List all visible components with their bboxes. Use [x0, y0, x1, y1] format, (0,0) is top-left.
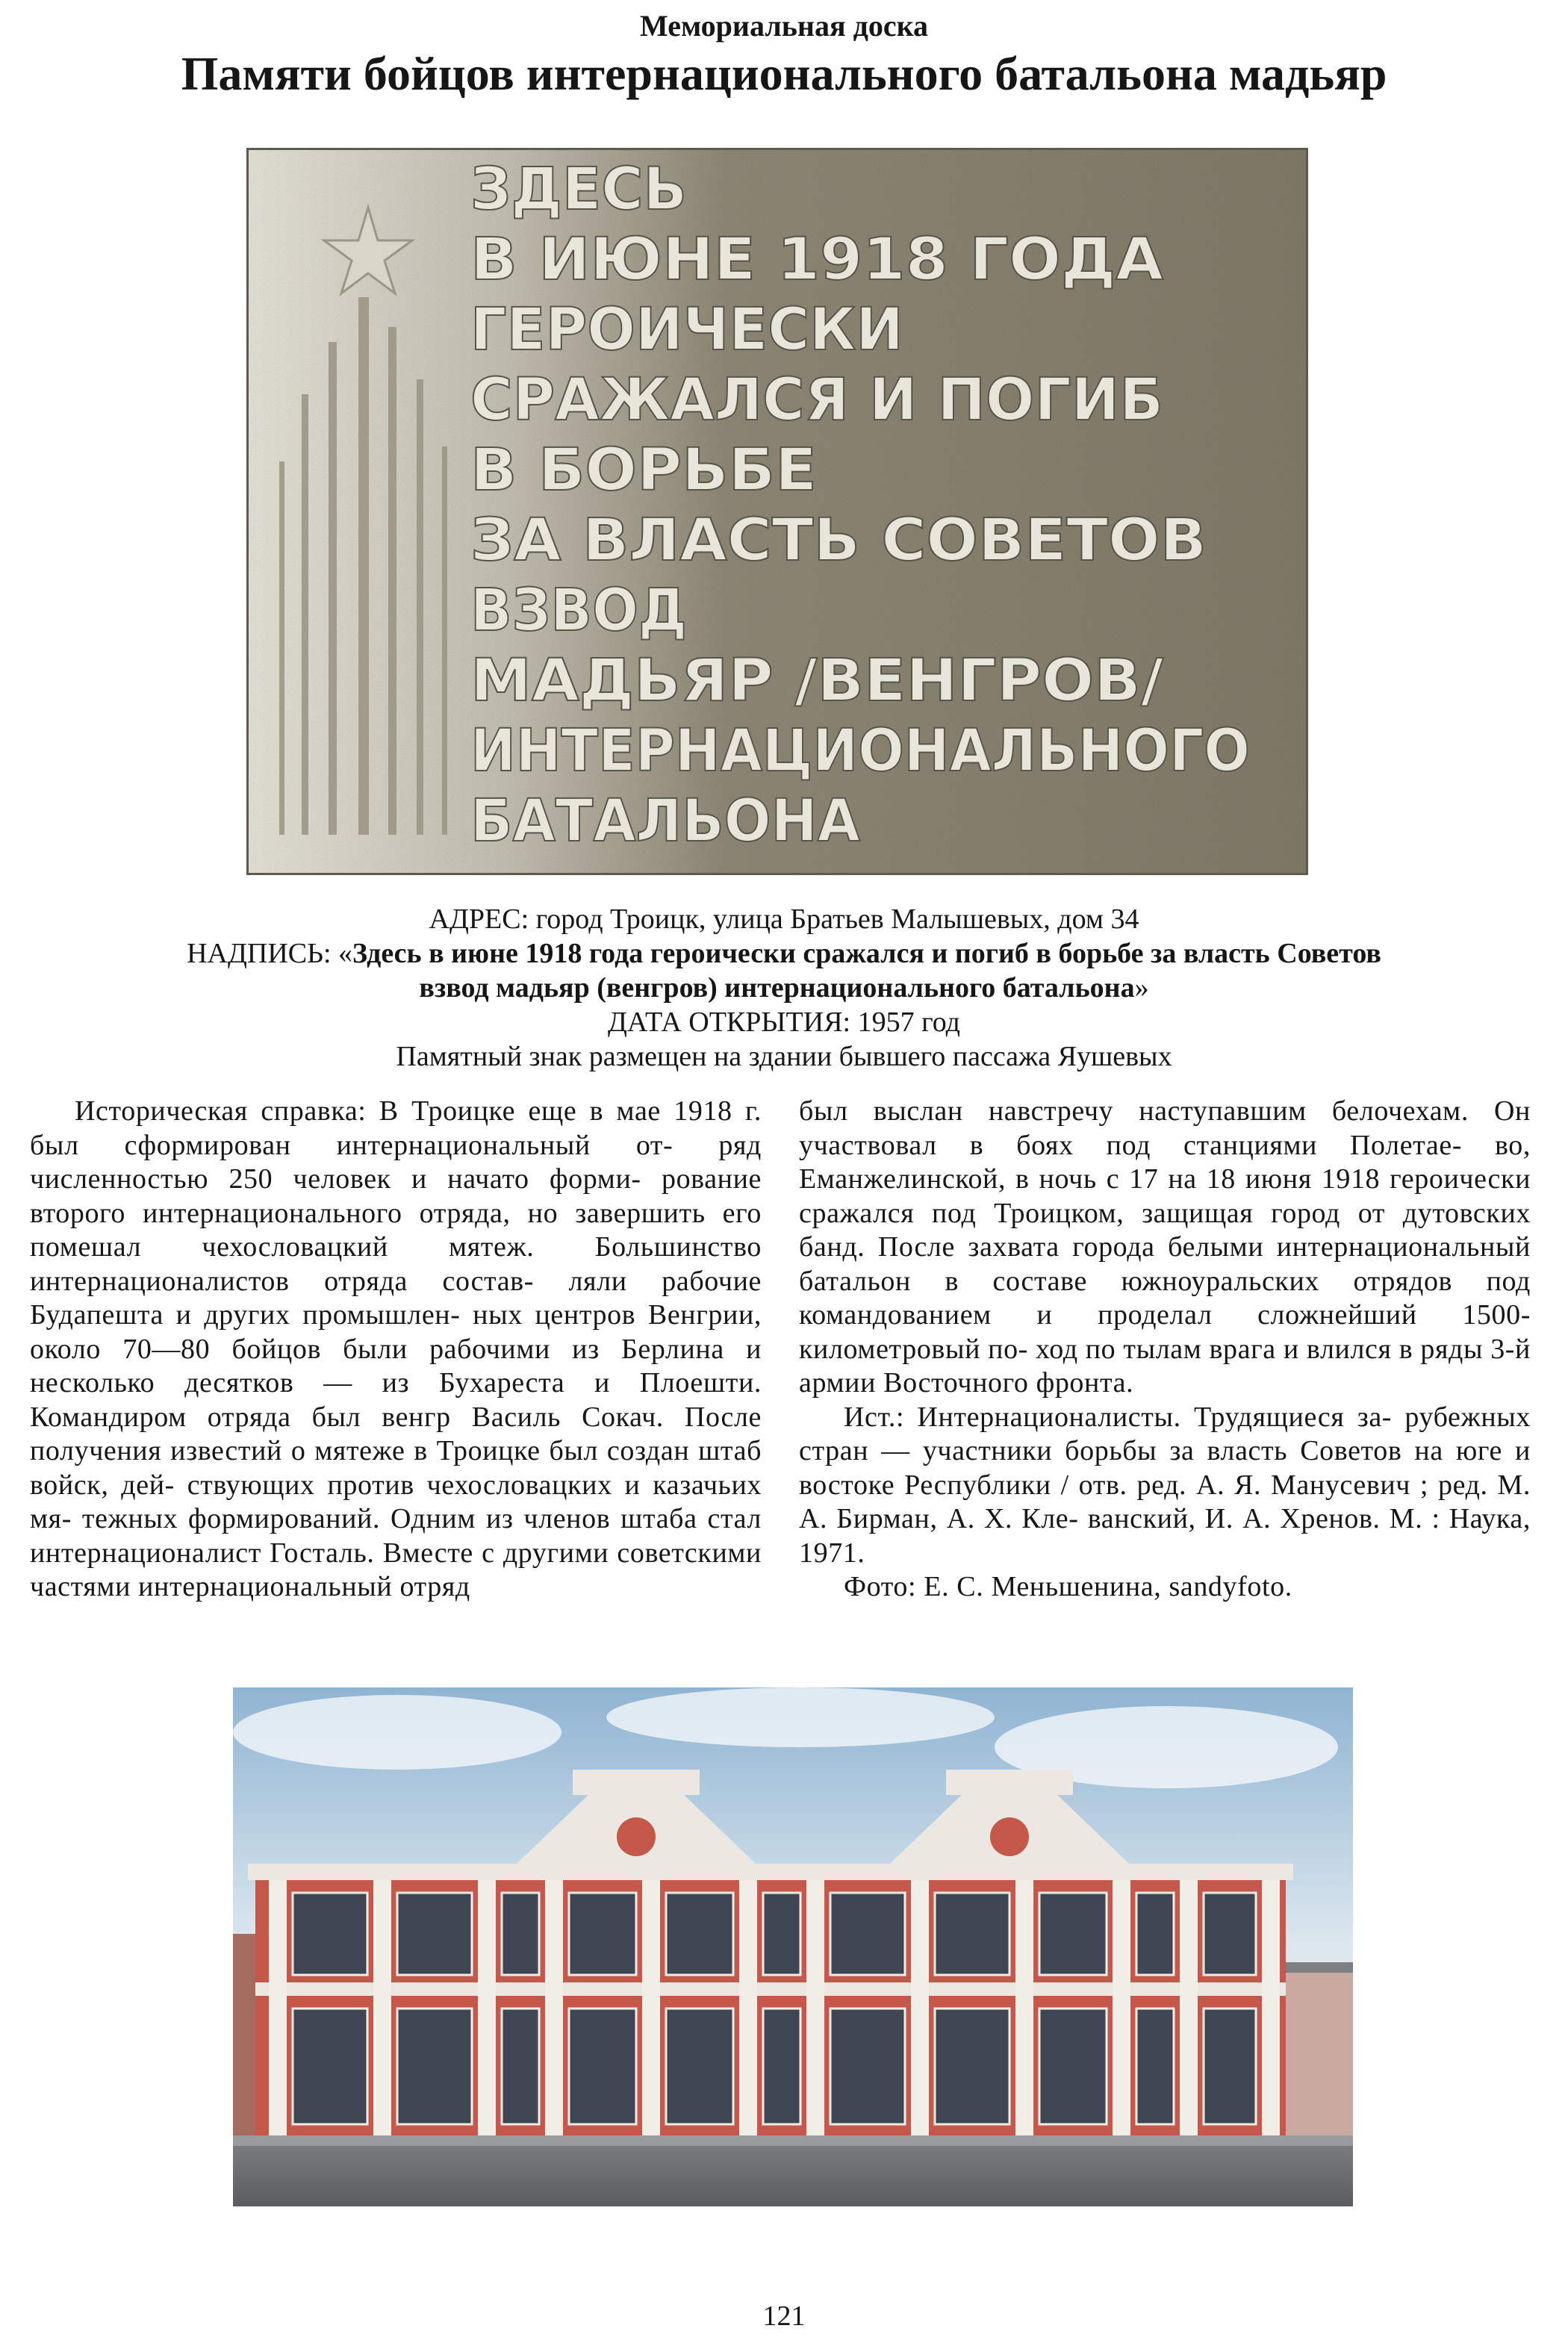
source-line: А. Я. Манусевич ; ред. М. А. Бирман, А. Х. Кле-	[799, 1469, 1531, 1534]
right-column-line: проделал сложнейший 1500-километровый по-	[799, 1299, 1531, 1365]
location-note: Памятный знак размещен на здании бывшего пассажа Яушевых	[396, 1041, 1172, 1072]
right-column-line: был выслан навстречу наступавшим белочехам.	[799, 1095, 1469, 1127]
facade-window	[1039, 1893, 1107, 1975]
facade-column	[478, 1880, 496, 2138]
left-column-line: Бухареста и Плоешти. Командиром отряда был	[30, 1367, 762, 1433]
facade-window	[569, 1893, 636, 1975]
left-column-line: 1918 г. был сформирован интернациональный от-	[30, 1095, 762, 1161]
facade-column	[1015, 1880, 1033, 2138]
facade-window	[935, 1893, 1009, 1975]
left-column-line: завершить его помешал чехословацкий мятеж.	[30, 1197, 762, 1263]
left-column-line: тежных формирований. Одним из членов штаба	[81, 1503, 697, 1534]
plaque-inscription-line: БАТАЛЬОНА	[470, 788, 860, 855]
facade-column	[806, 1880, 824, 2138]
plaque-inscription-line: В БОРЬБЕ	[470, 437, 817, 504]
left-column-line: Историческая справка: В Троицке еще в мае	[75, 1095, 661, 1127]
facade-column	[642, 1880, 660, 2138]
plaque-inscription-line: ЗА ВЛАСТЬ СОВЕТОВ	[470, 507, 1207, 574]
opening-date: 1957 год	[857, 1007, 960, 1038]
right-column-line: ход по тылам врага и влился в ряды 3-й армии	[799, 1333, 1531, 1399]
address-value: город Троицк, улица Братьев Малышевых, дом 34	[535, 903, 1139, 935]
opening-line	[45, 1005, 1523, 1039]
inscription-close: »	[1134, 972, 1149, 1004]
facade-window	[666, 1893, 733, 1975]
plaque-inscription-line: ВЗВОД	[470, 577, 687, 644]
opening-label: ДАТА ОТКРЫТИЯ:	[607, 1007, 851, 1038]
left-column-line: о мятеже в Троицке был создан штаб войск, дей-	[30, 1435, 762, 1501]
facade-window	[502, 1893, 539, 1975]
facade-window	[293, 2009, 367, 2124]
inscription-line	[45, 936, 1523, 971]
inscription-label: НАДПИСЬ: «	[187, 938, 353, 969]
page-number: 121	[762, 2300, 806, 2332]
address-line	[45, 902, 1523, 936]
source-line: ванский, И. А. Хренов. М. : Наука, 1971.	[799, 1503, 1531, 1569]
plaque-inscription-line: ЗДЕСЬ	[470, 156, 687, 223]
building-photo	[233, 1687, 1353, 2206]
body-column-left	[30, 1095, 762, 1605]
right-column-line: южноуральских отрядов под командованием и	[799, 1265, 1531, 1331]
left-column-line: рабочими из Берлина и несколько десятков — из	[30, 1333, 762, 1399]
facade-window	[830, 2009, 905, 2124]
right-column-line: белыми интернациональный батальон в составе	[799, 1231, 1531, 1297]
facade-column	[545, 1880, 563, 2138]
facade-window	[1204, 1893, 1256, 1975]
facade-window	[935, 2009, 1009, 2124]
left-column-line: рование второго интернационального отряда, но	[30, 1163, 762, 1229]
source-line: Ист.: Интернационалисты. Трудящиеся за-	[844, 1401, 1393, 1433]
facade-window	[569, 2009, 636, 2124]
plaque-photo	[246, 148, 1308, 875]
facade-column	[1180, 1880, 1198, 2138]
facade-window	[763, 2009, 800, 2124]
plaque-inscription-line: МАДЬЯР /ВЕНГРОВ/	[470, 647, 1164, 715]
facade-window	[830, 1893, 905, 1975]
history-paragraph	[30, 1095, 762, 1605]
inscription-line-2	[45, 971, 1523, 1005]
left-column-line: Большинство интернационалистов отряда состав-	[30, 1231, 762, 1297]
source-paragraph	[799, 1401, 1531, 1571]
address-label: АДРЕС:	[429, 903, 529, 935]
left-column-line: ствующих против чехословацких и казачьих мя-	[30, 1469, 762, 1534]
facade-column	[269, 1880, 287, 2138]
facade-window	[666, 2009, 733, 2124]
body-column-right	[799, 1095, 1531, 1605]
right-column-line: город от дутовских банд. После захвата города	[799, 1197, 1531, 1263]
road	[233, 2146, 1353, 2206]
source-line: Советов на юге и востоке Республики / отв. ред.	[799, 1435, 1531, 1501]
left-column-line: венгр Василь Сокач. После получения известий	[30, 1401, 762, 1466]
facade-column	[739, 1880, 757, 2138]
inscription-text-1: Здесь в июне 1918 года героически сражался и погиб в борьбе за власть Советов	[352, 938, 1381, 969]
source-line: рубежных стран — участники борьбы за власть	[799, 1401, 1531, 1466]
facade-window	[1136, 1893, 1174, 1975]
facade-window	[397, 2009, 472, 2124]
left-column-line: ных центров Венгрии, около 70—80 бойцов были	[30, 1299, 762, 1365]
plaque-caption	[45, 902, 1523, 1074]
history-paragraph-continued	[799, 1095, 1531, 1401]
plaque-inscription-line: ГЕРОИЧЕСКИ	[470, 296, 903, 364]
section-kicker: Мемориальная доска	[639, 9, 929, 43]
facade-window	[397, 1893, 472, 1975]
photo-credit: Фото: Е. С. Меньшенина, sandyfoto.	[844, 1571, 1292, 1602]
inscription-text-2: взвод мадьяр (венгров) интернационального батальона	[419, 972, 1135, 1004]
right-column-line: во, Еманжелинской, в ночь с 17 на 18 июня 1918	[799, 1129, 1531, 1195]
left-column-line: ряд численностью 250 человек и начато форми-	[30, 1129, 762, 1195]
left-column-line: советскими частями интернациональный отряд	[30, 1537, 762, 1602]
left-column-line: стал интернационалист Госталь. Вместе с другими	[30, 1503, 762, 1569]
facade-window	[763, 1893, 800, 1975]
facade-window	[1204, 2009, 1256, 2124]
facade-window	[1039, 2009, 1107, 2124]
plaque-inscription-line: ИНТЕРНАЦИОНАЛЬНОГО	[470, 718, 1250, 785]
facade-window	[293, 1893, 367, 1975]
facade-column	[373, 1880, 391, 2138]
facade-window	[502, 2009, 539, 2124]
facade-column	[1262, 1880, 1280, 2138]
facade-column	[1113, 1880, 1130, 2138]
right-column-line: Он участвовал в боях под станциями Полетае-	[799, 1095, 1531, 1161]
plaque-inscription-line: В ИЮНЕ 1918 ГОДА	[470, 226, 1163, 293]
right-column-line: Восточного фронта.	[883, 1367, 1134, 1399]
page-title: Памяти бойцов интернационального батальона мадьяр	[181, 47, 1387, 100]
facade-window	[1136, 2009, 1174, 2124]
facade-column	[911, 1880, 929, 2138]
right-column-line: героически сражался под Троицком, защищая	[799, 1163, 1531, 1229]
left-column-line: ляли рабочие Будапешта и других промышлен-	[30, 1265, 762, 1331]
plaque-inscription-line: СРАЖАЛСЯ И ПОГИБ	[470, 367, 1163, 434]
